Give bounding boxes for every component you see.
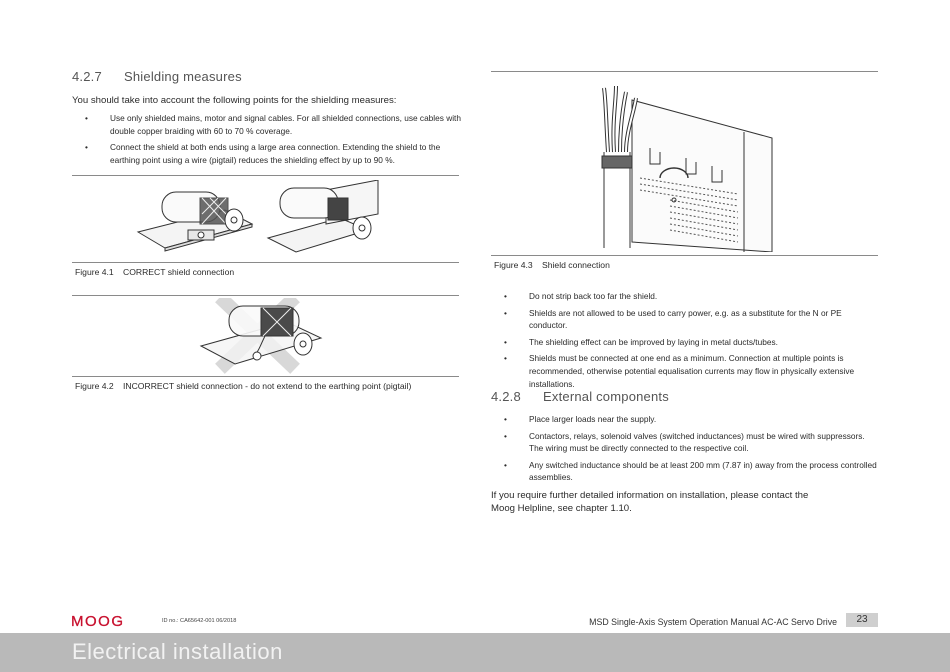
figure-shield-connection-illustration [590,82,780,252]
list-item: • Any switched inductance should be at least 200 mm (7.87 in) away from the process controlled assemblies. [504,459,877,483]
section-heading-4-2-8 [491,389,669,404]
figure-caption-text: INCORRECT shield connection - do not extend to the earthing point (pigtail) [123,381,412,391]
figure-incorrect-shield-illustration [195,298,345,374]
chapter-title: Electrical installation [72,639,283,664]
document-id: ID no.: CA65642-001 06/2018 [162,618,237,624]
list-item: • The shielding effect can be improved by laying in metal ducts/tubes. [504,336,778,347]
section-number: 4.2.7 [72,69,102,84]
closing-paragraph: If you require further detailed information on installation, please contact the Moog Helpline, see chapter 1.10. [491,490,809,514]
section-heading-4-2-7 [72,69,242,84]
intro-paragraph: You should take into account the following points for the shielding measures: [72,95,397,106]
figure-rule [72,262,459,263]
manual-title: MSD Single-Axis System Operation Manual AC-AC Servo Drive [589,617,837,627]
figure-rule [491,71,878,72]
list-item: • Connect the shield at both ends using a large area connection. Extending the shield to the earthing point using a wire (pigtail) reduces the shielding effect by up to 90 %. [85,142,441,165]
list-item: • Shields must be connected at one end as a minimum. Connection at multiple points is recommended, otherwise potential equalisation currents may flow in physically extensive installations. [504,353,855,389]
list-item: • Do not strip back too far the shield. [504,291,658,301]
figure-number: Figure 4.2 [75,381,114,391]
shielding-rules-bullet-list [491,290,881,394]
section-title: External components [543,389,669,404]
figure-rule [72,376,459,377]
list-item: • Place larger loads near the supply. [504,414,657,424]
list-item: • Use only shielded mains, motor and signal cables. For all shielded connections, use cables with double copper braiding with 60 to 70 % coverage. [85,113,461,136]
figure-4-2-caption [75,381,411,391]
figure-rule [72,295,459,296]
chapter-band [0,633,950,672]
figure-number: Figure 4.1 [75,267,114,277]
moog-logo [71,614,153,628]
figure-4-3-caption [494,260,610,270]
list-item: • Contactors, relays, solenoid valves (switched inductances) must be wired with suppressors. The wiring must be directly connected to the respective coil. [504,430,865,454]
figure-number: Figure 4.3 [494,260,533,270]
external-components-bullet-list [491,413,881,488]
figure-caption-text: Shield connection [542,260,610,270]
section-number: 4.2.8 [491,389,521,404]
page-number: 23 [846,613,878,627]
figure-caption-text: CORRECT shield connection [123,267,235,277]
figure-rule [72,175,459,176]
svg-text:MOOG: MOOG [71,614,125,628]
figure-4-1-caption [75,267,234,277]
shielding-bullet-list [72,112,462,170]
section-title: Shielding measures [124,69,242,84]
figure-rule [491,255,878,256]
figure-correct-shield-illustration [130,180,390,262]
list-item: • Shields are not allowed to be used to carry power, e.g. as a substitute for the N or PE conductor. [504,307,842,331]
